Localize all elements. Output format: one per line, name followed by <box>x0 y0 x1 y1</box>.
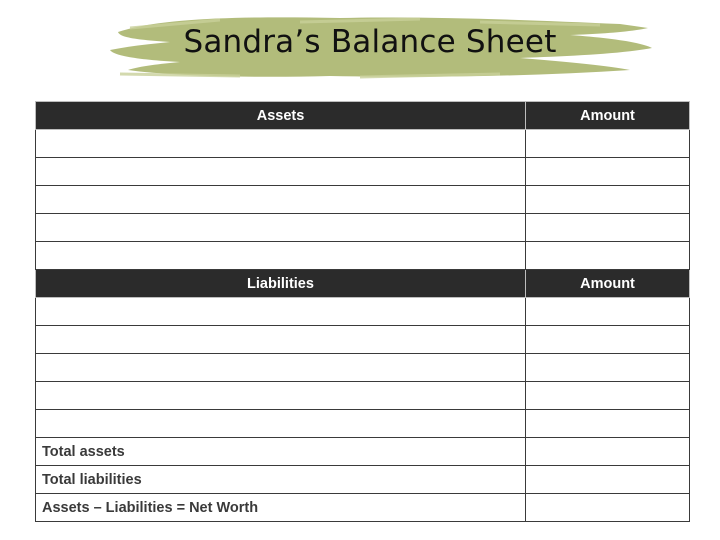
page-title: Sandra’s Balance Sheet <box>183 24 557 60</box>
assets-header: Assets <box>36 102 526 130</box>
liability-name-cell[interactable] <box>36 354 526 382</box>
asset-amount-cell[interactable] <box>526 186 690 214</box>
liability-amount-cell[interactable] <box>526 326 690 354</box>
liability-row <box>36 382 690 410</box>
liability-name-cell[interactable] <box>36 382 526 410</box>
liabilities-amount-header: Amount <box>526 270 690 298</box>
asset-row <box>36 214 690 242</box>
asset-name-cell[interactable] <box>36 130 526 158</box>
asset-name-cell[interactable] <box>36 186 526 214</box>
total-liabilities-label: Total liabilities <box>36 466 526 494</box>
net-worth-row <box>36 494 690 522</box>
asset-amount-cell[interactable] <box>526 214 690 242</box>
total-assets-row <box>36 438 690 466</box>
asset-name-cell[interactable] <box>36 158 526 186</box>
liability-row <box>36 354 690 382</box>
liability-name-cell[interactable] <box>36 326 526 354</box>
asset-name-cell[interactable] <box>36 242 526 270</box>
net-worth-amount-cell[interactable] <box>526 494 690 522</box>
asset-row <box>36 186 690 214</box>
total-liabilities-row <box>36 466 690 494</box>
liabilities-header: Liabilities <box>36 270 526 298</box>
asset-amount-cell[interactable] <box>526 130 690 158</box>
assets-amount-header: Amount <box>526 102 690 130</box>
title-banner <box>100 10 660 82</box>
liability-name-cell[interactable] <box>36 298 526 326</box>
liability-row <box>36 410 690 438</box>
liability-amount-cell[interactable] <box>526 410 690 438</box>
asset-row <box>36 130 690 158</box>
assets-header-row <box>36 102 690 130</box>
total-assets-amount-cell[interactable] <box>526 438 690 466</box>
total-liabilities-amount-cell[interactable] <box>526 466 690 494</box>
liability-amount-cell[interactable] <box>526 298 690 326</box>
liability-amount-cell[interactable] <box>526 354 690 382</box>
asset-row <box>36 158 690 186</box>
balance-sheet-table <box>35 101 690 522</box>
liability-row <box>36 326 690 354</box>
asset-row <box>36 242 690 270</box>
asset-name-cell[interactable] <box>36 214 526 242</box>
liability-amount-cell[interactable] <box>526 382 690 410</box>
total-assets-label: Total assets <box>36 438 526 466</box>
asset-amount-cell[interactable] <box>526 158 690 186</box>
liabilities-header-row <box>36 270 690 298</box>
liability-name-cell[interactable] <box>36 410 526 438</box>
liability-row <box>36 298 690 326</box>
net-worth-label: Assets – Liabilities = Net Worth <box>36 494 526 522</box>
asset-amount-cell[interactable] <box>526 242 690 270</box>
